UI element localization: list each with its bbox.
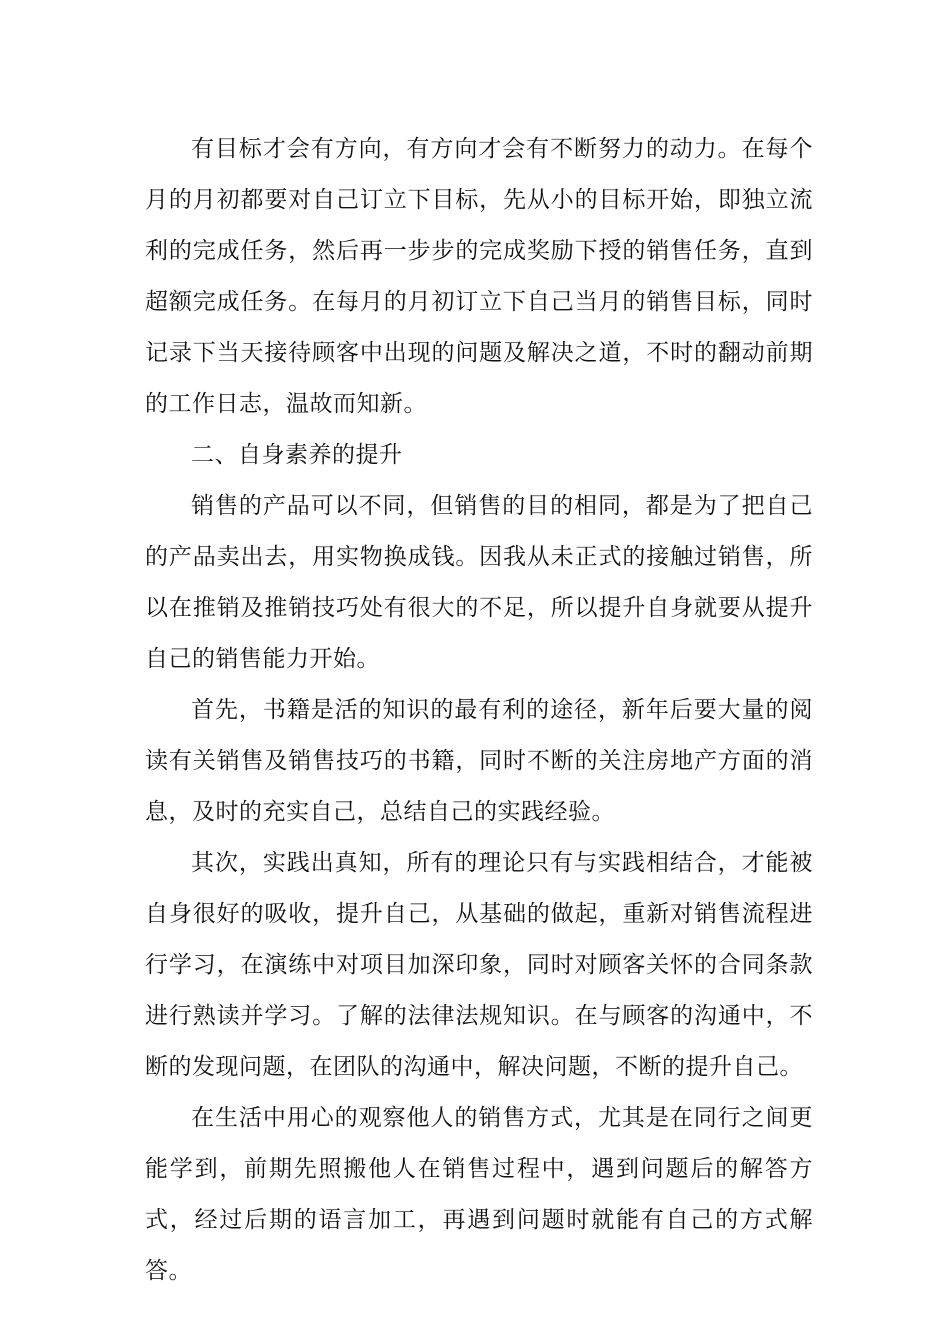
document-body [145, 124, 813, 1297]
section-heading-self-improvement: 二、自身素养的提升 [191, 442, 403, 468]
paragraph-observe-others: 在生活中用心的观察他人的销售方式，尤其是在同行之间更能学到，前期先照搬他人在销售过程中，遇到问题后的解答方式，经过后期的语言加工，再遇到问题时就能有自己的方式解答。 [145, 1105, 813, 1284]
paragraph-goals: 有目标才会有方向，有方向才会有不断努力的动力。在每个月的月初都要对自己订立下目标，先从小的目标开始，即独立流利的完成任务，然后再一步步的完成奖励下授的销售任务，直到超额完成任务。在每月的月初订立下自己当月的销售目标，同时记录下当天接待顾客中出现的问题及解决之道，不时的翻动前期的工作日志，温故而知新。 [145, 136, 813, 417]
paragraph-sales-ability: 销售的产品可以不同，但销售的目的相同，都是为了把自己的产品卖出去，用实物换成钱。因我从未正式的接触过销售，所以在推销及推销技巧处有很大的不足，所以提升自身就要从提升自己的销售能力开始。 [145, 493, 813, 672]
paragraph-practice: 其次，实践出真知，所有的理论只有与实践相结合，才能被自身很好的吸收，提升自己，从基础的做起，重新对销售流程进行学习，在演练中对项目加深印象，同时对顾客关怀的合同条款进行熟读并学习。了解的法律法规知识。在与顾客的沟通中，不断的发现问题，在团队的沟通中，解决问题，不断的提升自己。 [145, 850, 813, 1080]
paragraph-reading-books: 首先，书籍是活的知识的最有利的途径，新年后要大量的阅读有关销售及销售技巧的书籍，同时不断的关注房地产方面的消息，及时的充实自己，总结自己的实践经验。 [145, 697, 813, 825]
